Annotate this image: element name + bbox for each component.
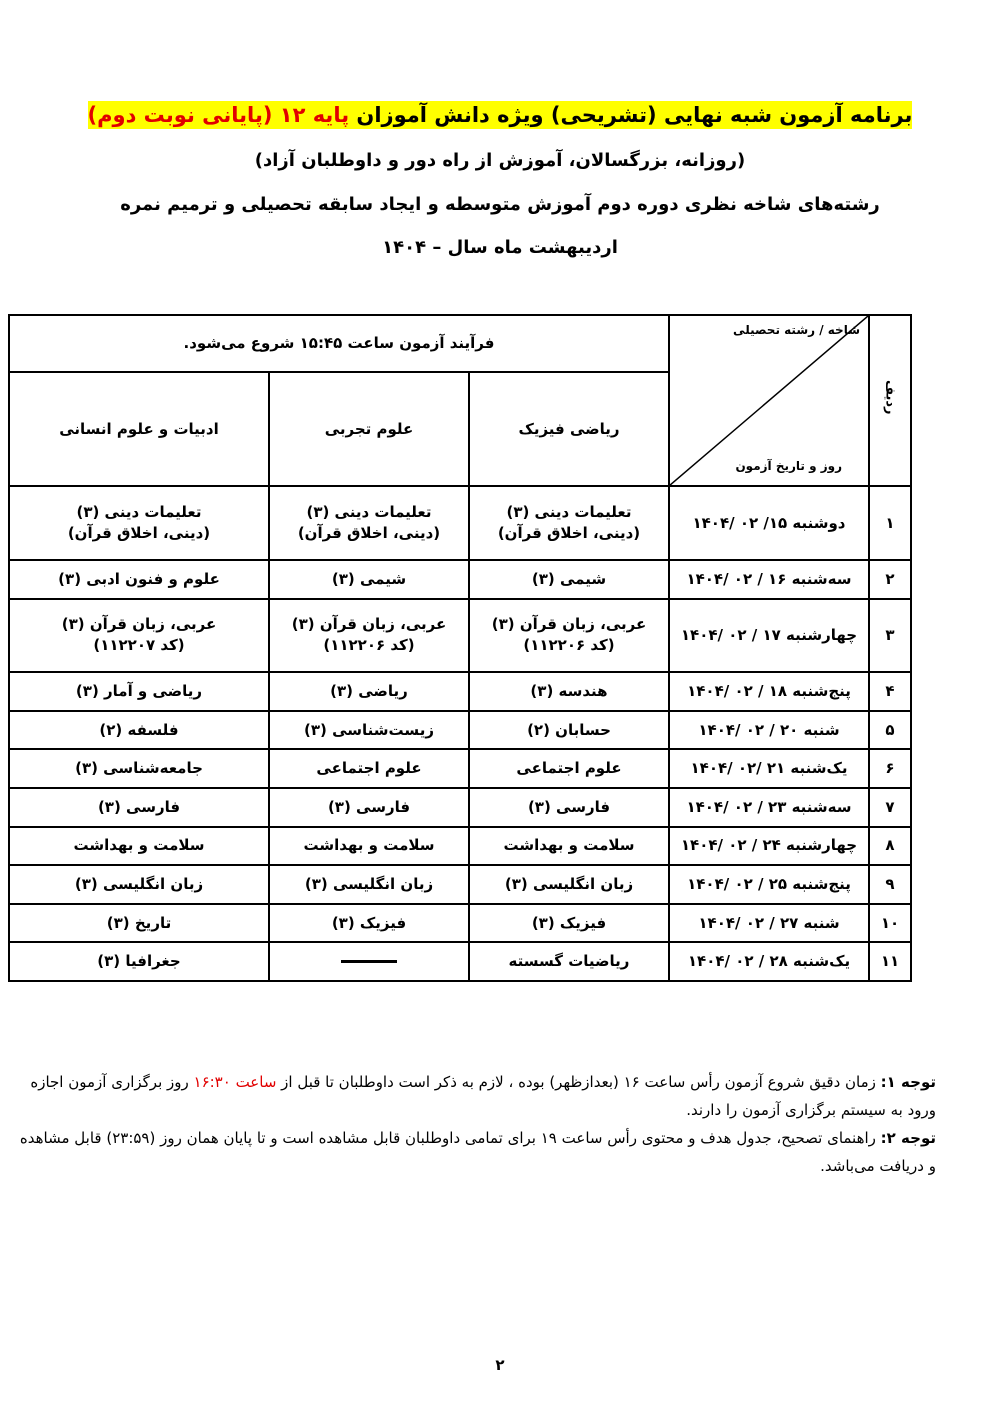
- note-1-text-a: زمان دقیق شروع آزمون رأس ساعت ۱۶ (بعدازظهر) بوده ، لازم به ذکر است داوطلبان تا قبل از: [276, 1073, 881, 1091]
- subject-cell-exp: [269, 865, 469, 904]
- row-date: یک‌شنبه ۲۸ / ۰۲ /۱۴۰۴: [669, 942, 869, 981]
- row-index: ۱: [869, 486, 911, 560]
- note-1-time: ساعت ۱۶:۳۰: [193, 1073, 277, 1091]
- title-part1: برنامه آزمون شبه نهایی (تشریحی) ویژه دانش آموزان: [349, 103, 913, 127]
- row-index: ۸: [869, 827, 911, 866]
- empty-cell-dash: [341, 960, 397, 963]
- row-index: ۷: [869, 788, 911, 827]
- row-date: چهارشنبه ۲۴ / ۰۲ /۱۴۰۴: [669, 827, 869, 866]
- subject-line: عربی، زبان قرآن (۳): [491, 615, 647, 634]
- row-date: شنبه ۲۰ / ۰۲ /۱۴۰۴: [669, 711, 869, 750]
- table-row: [9, 827, 911, 866]
- title-highlight: [88, 101, 913, 129]
- subject-line: عربی، زبان قرآن (۳): [291, 615, 447, 634]
- subject-line: سلامت و بهداشت: [503, 836, 635, 855]
- row-index: ۶: [869, 749, 911, 788]
- row-date: سه‌شنبه ۲۳ / ۰۲ /۱۴۰۴: [669, 788, 869, 827]
- subject-cell-hum: [9, 827, 269, 866]
- subject-cell-exp: [269, 711, 469, 750]
- subject-line: علوم اجتماعی: [316, 759, 422, 778]
- subject-cell-math: [469, 672, 669, 711]
- table-row: [9, 672, 911, 711]
- major-header-experimental: علوم تجربی: [269, 372, 469, 486]
- row-index: ۹: [869, 865, 911, 904]
- row-date: سه‌شنبه ۱۶ / ۰۲ /۱۴۰۴: [669, 560, 869, 599]
- subject-line: سلامت و بهداشت: [303, 836, 435, 855]
- subject-line: زبان انگلیسی (۳): [74, 874, 204, 893]
- table-row: [9, 749, 911, 788]
- major-header-math: ریاضی فیزیک: [469, 372, 669, 486]
- subject-cell-math: [469, 599, 669, 673]
- subject-line: تعلیمات دینی (۳): [76, 503, 202, 522]
- row-date: پنج‌شنبه ۲۵ / ۰۲ /۱۴۰۴: [669, 865, 869, 904]
- subject-cell-exp: [269, 749, 469, 788]
- row-index: ۵: [869, 711, 911, 750]
- note-1: [18, 1068, 936, 1124]
- subject-cell-math: [469, 486, 669, 560]
- page-number: ۲: [495, 1356, 505, 1374]
- table-body: [9, 486, 911, 981]
- table-row: [9, 486, 911, 560]
- table-row: [9, 711, 911, 750]
- subject-cell-exp: [269, 788, 469, 827]
- subject-line: شیمی (۳): [331, 569, 407, 588]
- subject-cell-hum: [9, 599, 269, 673]
- subject-line: ریاضی (۳): [330, 682, 408, 701]
- branch-header-label: شاخه / رشته تحصیلی: [733, 323, 860, 337]
- subject-cell-math: [469, 865, 669, 904]
- title-part2: پایه ۱۲ (پایانی نوبت دوم): [87, 103, 350, 127]
- row-index: ۴: [869, 672, 911, 711]
- subject-line: سلامت و بهداشت: [73, 836, 205, 855]
- subject-cell-exp: [269, 486, 469, 560]
- index-header: [869, 315, 911, 486]
- table-header-row-1: [9, 315, 911, 372]
- row-index: ۱۰: [869, 904, 911, 943]
- subject-cell-exp: [269, 904, 469, 943]
- table-row: [9, 788, 911, 827]
- table-row: [9, 560, 911, 599]
- table-row: [9, 942, 911, 981]
- subject-line: تاریخ (۳): [106, 913, 172, 932]
- table-row: [9, 904, 911, 943]
- subject-cell-hum: [9, 942, 269, 981]
- subtitle-2: رشته‌های شاخه نظری دوره دوم آموزش متوسطه و ایجاد سابقه تحصیلی و ترمیم نمره: [120, 194, 880, 215]
- subject-line: تعلیمات دینی (۳): [306, 503, 432, 522]
- subject-line: [272, 951, 466, 972]
- subject-line: زیست‌شناسی (۳): [304, 720, 434, 739]
- note-2: [18, 1124, 936, 1180]
- major-header-humanities: ادبیات و علوم انسانی: [9, 372, 269, 486]
- subject-line: جغرافیا (۳): [97, 952, 181, 971]
- subject-cell-hum: [9, 865, 269, 904]
- subject-line: فارسی (۳): [327, 797, 411, 816]
- subject-line: علوم و فنون ادبی (۳): [58, 569, 220, 588]
- subject-cell-math: [469, 827, 669, 866]
- row-date: چهارشنبه ۱۷ / ۰۲ /۱۴۰۴: [669, 599, 869, 673]
- subject-line: حسابان (۲): [527, 720, 611, 739]
- note-2-text: راهنمای تصحیح، جدول هدف و محتوی رأس ساعت ۱۹ برای تمامی داوطلبان قابل مشاهده است و تا پایان همان روز (۲۳:۵۹) قابل مشاهده و دریافت می‌باشد.: [19, 1129, 936, 1175]
- subject-line: شیمی (۳): [531, 569, 607, 588]
- note-2-label: توجه ۲:: [880, 1129, 936, 1147]
- subject-cell-exp: [269, 672, 469, 711]
- subject-line: فارسی (۳): [527, 797, 611, 816]
- subject-line: تعلیمات دینی (۳): [506, 503, 632, 522]
- subject-line: (کد ۱۱۲۲۰۶): [323, 636, 415, 655]
- subject-line: فارسی (۳): [97, 797, 181, 816]
- note-1-text-b: روز برگزاری آزمون اجازه ورود به سیستم برگزاری آزمون را دارند.: [30, 1073, 936, 1119]
- subject-cell-hum: [9, 904, 269, 943]
- subject-cell-math: [469, 788, 669, 827]
- row-index: ۳: [869, 599, 911, 673]
- row-date: شنبه ۲۷ / ۰۲ /۱۴۰۴: [669, 904, 869, 943]
- subject-cell-exp: [269, 560, 469, 599]
- subject-line: (دینی، اخلاق قرآن): [497, 524, 641, 543]
- subject-cell-hum: [9, 486, 269, 560]
- subject-cell-exp: [269, 599, 469, 673]
- subtitle-3: اردیبهشت ماه سال – ۱۴۰۴: [382, 237, 618, 258]
- subject-line: ریاضیات گسسته: [508, 952, 630, 971]
- subject-line: زبان انگلیسی (۳): [304, 874, 434, 893]
- subject-line: زبان انگلیسی (۳): [504, 874, 634, 893]
- page-title: [0, 100, 1000, 130]
- subject-line: جامعه‌شناسی (۳): [75, 759, 203, 778]
- subject-cell-hum: [9, 672, 269, 711]
- subject-line: علوم اجتماعی: [516, 759, 622, 778]
- exam-schedule-table: [8, 314, 912, 982]
- subject-cell-hum: [9, 749, 269, 788]
- branch-date-header: [669, 315, 869, 486]
- row-date: پنج‌شنبه ۱۸ / ۰۲ /۱۴۰۴: [669, 672, 869, 711]
- subject-cell-math: [469, 942, 669, 981]
- subject-cell-math: [469, 904, 669, 943]
- subject-cell-math: [469, 560, 669, 599]
- subtitle-1: (روزانه، بزرگسالان، آموزش از راه دور و داوطلبان آزاد): [254, 150, 746, 171]
- index-header-label: ردیف: [882, 380, 898, 415]
- subject-cell-exp: [269, 942, 469, 981]
- subject-line: (دینی، اخلاق قرآن): [67, 524, 211, 543]
- subject-line: (کد ۱۱۲۲۰۶): [523, 636, 615, 655]
- subject-line: فیزیک (۳): [331, 913, 407, 932]
- row-date: یک‌شنبه ۲۱ /۰۲ /۱۴۰۴: [669, 749, 869, 788]
- subject-cell-exp: [269, 827, 469, 866]
- table-row: [9, 865, 911, 904]
- row-index: ۱۱: [869, 942, 911, 981]
- subject-line: ریاضی و آمار (۳): [75, 682, 203, 701]
- subject-line: (دینی، اخلاق قرآن): [297, 524, 441, 543]
- subject-line: فیزیک (۳): [531, 913, 607, 932]
- row-index: ۲: [869, 560, 911, 599]
- process-header: فرآیند آزمون ساعت ۱۵:۴۵ شروع می‌شود.: [9, 315, 669, 372]
- subject-cell-math: [469, 749, 669, 788]
- subject-cell-math: [469, 711, 669, 750]
- subject-cell-hum: [9, 711, 269, 750]
- subject-cell-hum: [9, 560, 269, 599]
- subject-line: هندسه (۳): [530, 682, 608, 701]
- subject-line: عربی، زبان قرآن (۳): [61, 615, 217, 634]
- note-1-label: توجه ۱:: [880, 1073, 936, 1091]
- subject-line: فلسفه (۲): [99, 720, 179, 739]
- subject-cell-hum: [9, 788, 269, 827]
- day-date-header-label: روز و تاریخ آزمون: [735, 459, 842, 474]
- notes-section: [18, 1068, 936, 1180]
- table-row: [9, 599, 911, 673]
- row-date: دوشنبه ۱۵/ ۰۲ /۱۴۰۴: [669, 486, 869, 560]
- subject-line: (کد ۱۱۲۲۰۷): [93, 636, 185, 655]
